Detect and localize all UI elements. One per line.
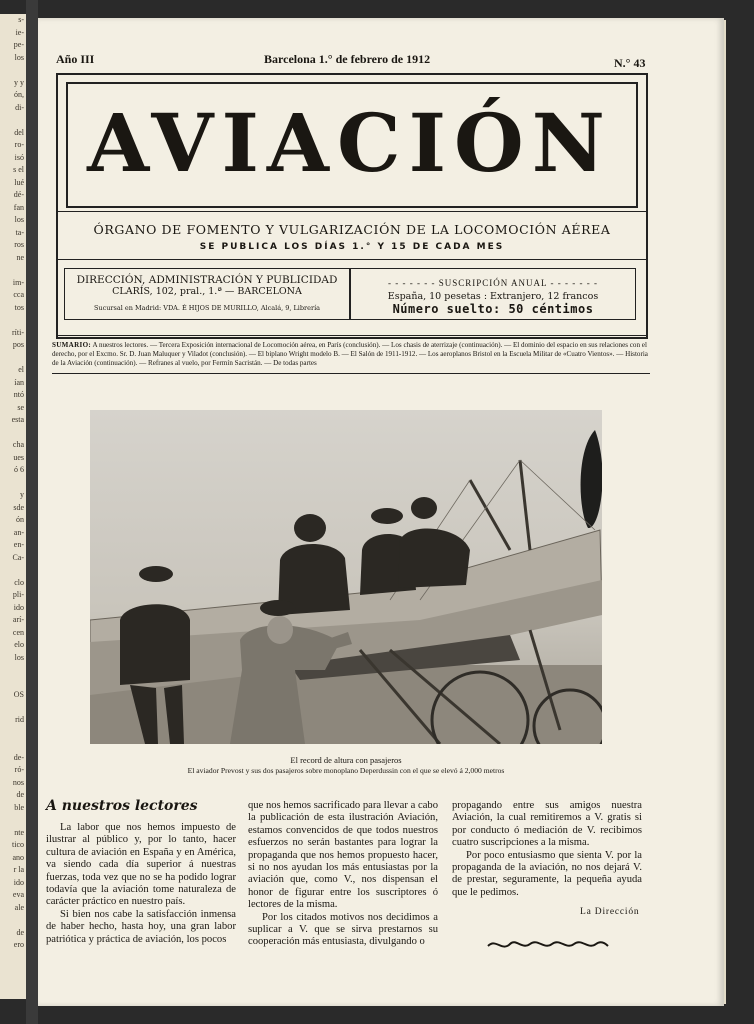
article-signature: La Dirección [580,907,640,917]
facing-page-text: cca [13,290,24,299]
facing-page-text: elo [14,640,24,649]
newspaper-page [38,18,724,1006]
subscription-prices: España, 10 pesetas : Extranjero, 12 francos [387,291,599,302]
article-paragraph: La labor que nos hemos impuesto de ilustrar al público y, por lo tanto, hacer cultura de aviación en España y en América, va siendo cada día superior á nuestras fuerzas, toda vez que no se ha podido lograr todavía que la aviación tome naturaleza de carácter práctico en nuestro país. [46,822,236,908]
facing-page-text [0,314,26,327]
facing-page-text: lué [14,177,24,187]
article-paragraph: Si bien nos cabe la satisfacción inmensa de haber hecho, hasta hoy, una gran labor patriótica y práctica de aviación, los pocos [46,908,236,945]
subscription-block [354,277,632,316]
facing-page-text [0,564,26,577]
facing-page-text: ie- [15,27,24,37]
facing-page-text: im- [12,277,24,287]
facing-page-text: de [16,927,24,937]
facing-page-text: di- [15,102,24,112]
facing-page-text [0,427,26,440]
facing-page-text: pos [12,340,24,349]
facing-page-text: ón [16,515,24,524]
facing-page-text: cha [12,440,24,449]
facing-page-text: ró- [14,765,24,774]
article-column-2 [248,800,438,949]
article-paragraph: Por los citados motivos nos decidimos a suplicar a V. que se sirva prestarnos su cooperación más entusiasta, divulgando o [248,911,438,948]
facing-page-text: ón, [14,90,24,99]
facing-page-text: OS [13,690,24,699]
issue-year: Año III [56,52,95,66]
facing-page-text: esta [11,415,24,424]
masthead-title: AVIACIÓN [87,96,613,190]
facing-page-text: el [18,365,24,374]
article-paragraph: que nos hemos sacrificado para llevar a cabo la publicación de esta ilustración Aviación, estamos convencidos de que todos nuestros esfuerzos no serán bastantes para lograr la propaganda que nos hemos propuesto hacer, si no nos ayudan los más entusiastas por la aviación que, como V., nos dispensan el honor de figurar entre los suscriptores ó lectores de la misma. [248,800,438,911]
book-gutter [26,0,38,1024]
facing-page-text: Ca- [12,552,24,562]
photo-caption-text: El aviador Prevost y sus dos pasajeros sobre monoplano Deperdussin con el que se elevó á 2,000 metros [187,766,505,775]
facing-page-text: y [20,490,24,499]
facing-page-text [0,264,26,277]
facing-page-text: ido [13,877,24,887]
facing-page-text: dé- [13,190,24,199]
facing-page-text [0,739,26,752]
facing-page-text [0,814,26,827]
facing-page-text: rid [15,715,24,724]
facing-page-text: pli- [12,590,24,599]
article-heading: A nuestros lectores [46,798,198,814]
facing-page-text: ros [14,240,24,249]
article-paragraph: Por poco entusiasmo que sienta V. por la propaganda de la aviación, no nos dejará V. de prestar, seguramente, la pequeña ayuda que le pedimos. [452,849,642,898]
ornament-flourish-icon [486,936,610,954]
facing-page-text [0,477,26,490]
single-issue-price: Número suelto: 50 céntimos [392,302,594,316]
facing-page-text [0,727,26,740]
facing-page-text: ues [13,452,24,462]
facing-page-text: los [14,215,24,224]
issue-dateline: Barcelona 1.° de febrero de 1912 [264,52,431,66]
sumario-text: A nuestros lectores. — Tercera Exposición internacional de Locomoción aérea, en París (conclusión). — Los chasis de aterrizaje (continuación). — El dominio del espacio en sus relaciones con el derecho, por el Excmo. Sr. D. Juan Maluquer y Viladot (conclusión). — El biplano Wright modelo B. — El Salón de 1911-1912. — Los aeroplanos Bristol en la Escuela Militar de «Cuatro Vientos». — Historia de la Aviación (continuación). — Refranes al vuelo, por Fermín Sacristán. — De todas partes [52,341,648,367]
facing-page-text: clo [14,577,24,587]
facing-page-text [0,114,26,127]
facing-page-text: nte [14,827,24,837]
facing-page-text: ble [14,802,24,812]
divider-line [56,211,648,212]
facing-page-text: tos [14,302,24,312]
facing-page-text: y y [14,77,24,87]
facing-page-text: ero [13,940,24,949]
aviator-photo [90,410,602,744]
facing-page-text: ro- [14,140,24,149]
facing-page-text: en- [13,540,24,549]
facing-page-fragment [0,14,26,999]
facing-page-text [0,914,26,927]
article-paragraph: propagando entre sus amigos nuestra Aviación, la cual remitiremos a V. gratis si por conducto ó mediación de V. recibimos cuatro suscripciones a la misma. [452,800,642,849]
direction-address: CLARÍS, 102, pral., 1.ª — BARCELONA [112,286,302,297]
facing-page-text: del [14,127,24,137]
direction-heading: DIRECCIÓN, ADMINISTRACIÓN Y PUBLICIDAD [76,274,338,286]
facing-page-text: ano [12,852,24,862]
facing-page-text: s el [13,165,24,174]
facing-page-text: de [16,790,24,799]
facing-page-text: eva [12,890,24,899]
facing-page-text: s- [18,15,24,24]
direction-branch: Sucursal en Madrid: VDA. É HIJOS DE MURILLO, Alcalá, 9, Librería [93,304,321,312]
facing-page-text: nos [12,777,24,787]
facing-page-text: pe- [13,40,24,49]
facing-page-text [0,677,26,690]
article-column-1 [46,822,236,946]
masthead-subtitle: ÓRGANO DE FOMENTO Y VULGARIZACIÓN DE LA LOCOMOCIÓN AÉREA [93,222,611,237]
divider-line [56,335,648,336]
facing-page-text [0,702,26,715]
article-column-3 [452,800,642,899]
divider-line [52,373,650,374]
facing-page-text: ó 6 [14,465,24,474]
facing-page-text: los [14,652,24,662]
info-box-divider [349,268,351,320]
facing-page-text: ríti- [12,327,24,337]
facing-page-text: cen [12,627,24,637]
issue-number: N.° 43 [614,56,646,70]
publication-schedule: SE PUBLICA LOS DÍAS 1.° Y 15 DE CADA MES [199,242,505,252]
facing-page-text: tico [12,840,24,849]
facing-page-text: ta- [15,227,24,237]
facing-page-text: ne [16,252,24,262]
facing-page-text: los [14,52,24,62]
facing-page-text: ale [14,902,24,912]
facing-page-text: ntó [13,390,24,399]
sumario-label: SUMARIO: [52,341,92,349]
sumario [52,341,650,368]
facing-page-text: ían [14,377,24,387]
photo-caption-title: El record de altura con pasajeros [290,755,402,765]
facing-page-text: de- [13,752,24,762]
facing-page-text: isó [14,152,24,162]
facing-page-text: ido [13,602,24,612]
facing-page-text: fan [13,202,24,212]
facing-page-text [0,664,26,677]
facing-page-text: arí- [12,615,24,624]
facing-page-text [0,64,26,77]
facing-page-text: se [17,402,24,412]
divider-line [56,259,648,260]
subscription-title: - - - - - - - SUSCRIPCIÓN ANUAL - - - - - - - [388,278,598,288]
facing-page-text: sde [13,502,24,512]
facing-page-text: r la [13,865,24,874]
facing-page-text [0,352,26,365]
direction-block [68,274,346,314]
facing-page-text: an- [13,527,24,537]
